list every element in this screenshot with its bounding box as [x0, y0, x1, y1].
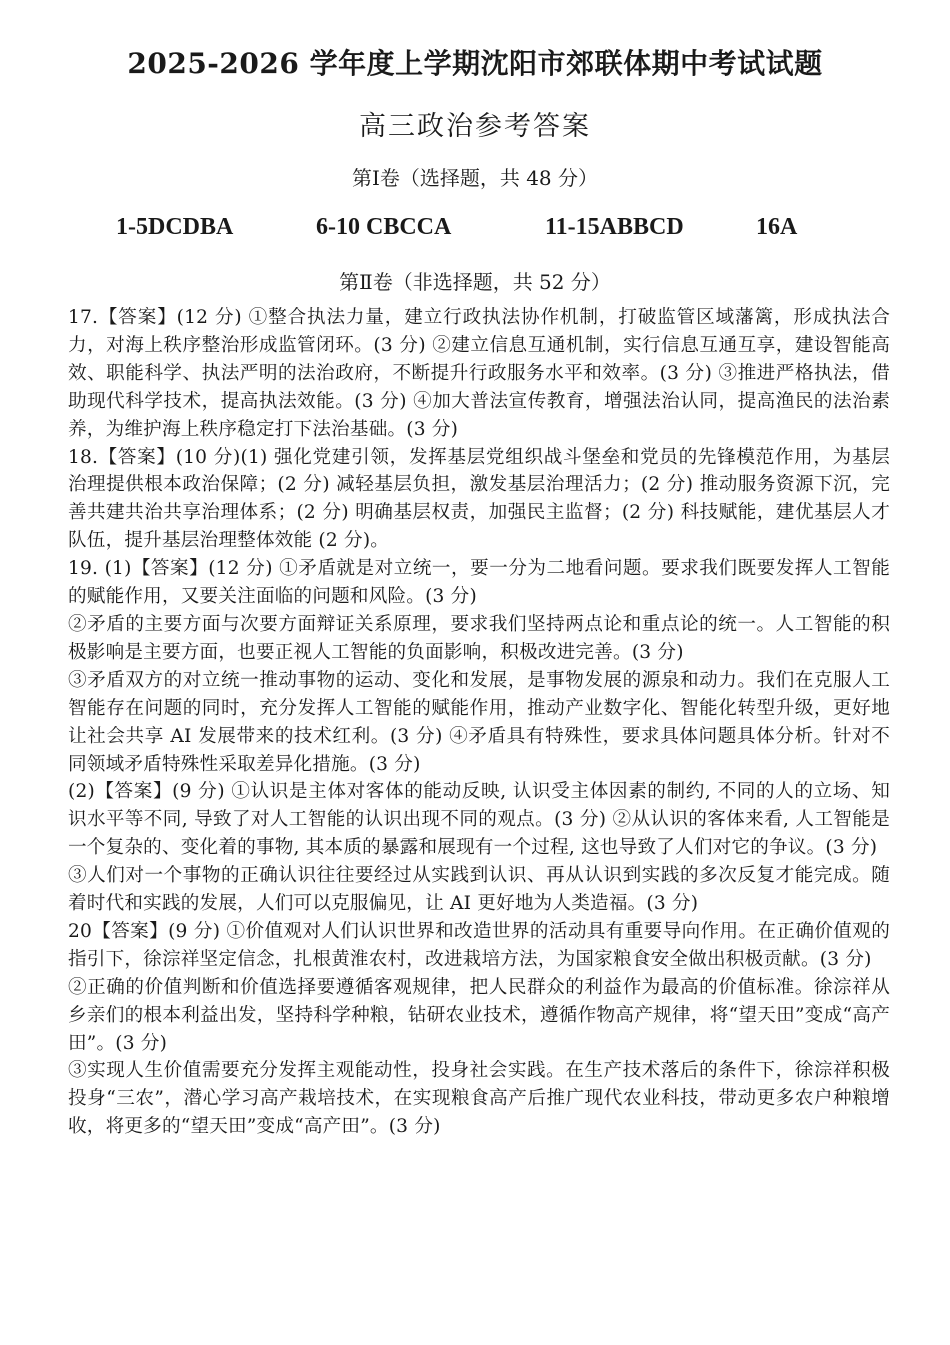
page-subtitle: 高三政治参考答案	[359, 111, 591, 142]
answer-q17: 17.【答案】(12 分) ①整合执法力量，建立行政执法协作机制，打破监管区域藩篱，形成执法合力，对海上秩序整治形成监管闭环。(3 分) ②建立信息互通机制，实行信息互通互享，建设智能高效、职能科学、执法严明的法治政府，不断提升行政服务水平和效率。(3 分) ③推进严格执法，借助现代科学技术，提高执法效能。(3 分) ④加大普法宣传教育，增强法治认同，提高渔民的法治素养，为维护海上秩序稳定打下法治基础。(3 分)	[68, 307, 890, 440]
answer-q19-part2-b: ③人们对一个事物的正确认识往往要经过从实践到认识、再从认识到实践的多次反复才能完成。随着时代和实践的发展，人们可以克服偏见，让 AI 更好地为人类造福。(3 分)	[68, 865, 890, 915]
part1-heading: 第Ⅰ卷（选择题，共 48 分）	[351, 166, 599, 190]
choice-answers-6-10: 6-10 CBCCA	[316, 214, 452, 240]
answer-q18: 18.【答案】(10 分)(1) 强化党建引领，发挥基层党组织战斗堡垒和党员的先锋模范作用，为基层治理提供根本政治保障；(2 分) 减轻基层负担，激发基层治理活力；(2 分) 推动服务资源下沉，完善共建共治共享治理体系；(2 分) 明确基层权责，加强民主监督；(2 分) 科技赋能，建优基层人才队伍，提升基层治理整体效能 (2 分)。	[68, 446, 890, 552]
answer-q20-a: 20【答案】(9 分) ①价值观对人们认识世界和改造世界的活动具有重要导向作用。在正确价值观的指引下，徐淙祥坚定信念，扎根黄淮农村，改进栽培方法，为国家粮食安全做出积极贡献。(3 分)	[68, 920, 890, 970]
answer-q19-part2-a: (2)【答案】(9 分) ①认识是主体对客体的能动反映, 认识受主体因素的制约, 不同的人的立场、知识水平等不同, 导致了对人工智能的认识出现不同的观点。(3 分) ②从认识的客体来看, 人工智能是一个复杂的、变化着的事物, 其本质的暴露和展现有一个过程, 这也导致了人们对它的争议。(3 分)	[68, 781, 890, 859]
answer-q20-c: ③实现人生价值需要充分发挥主观能动性，投身社会实践。在生产技术落后的条件下，徐淙祥积极投身“三农”，潜心学习高产栽培技术，在实现粮食高产后推广现代农业科技，带动更多农户种粮增收，将更多的“望天田”变成“高产田”。(3 分)	[68, 1060, 890, 1138]
choice-answers-1-5: 1-5DCDBA	[116, 214, 234, 240]
answer-q19-part1-c: ③矛盾双方的对立统一推动事物的运动、变化和发展，是事物发展的源泉和动力。我们在克服人工智能存在问题的同时，充分发挥人工智能的赋能作用，推动产业数字化、智能化转型升级，更好地让社会共享 AI 发展带来的技术红利。(3 分) ④矛盾具有特殊性，要求具体问题具体分析。针对不同领域矛盾特殊性采取差异化措施。(3 分)	[68, 669, 890, 775]
page-title: 2025-2026 学年度上学期沈阳市郊联体期中考试试题	[127, 47, 823, 80]
answer-q19-part1-a: 19. (1)【答案】(12 分) ①矛盾就是对立统一，要一分为二地看问题。要求我们既要发挥人工智能的赋能作用，又要关注面临的问题和风险。(3 分)	[68, 558, 890, 608]
choice-answers-11-15: 11-15ABBCD	[545, 214, 684, 240]
answer-body	[68, 304, 890, 1141]
part2-heading: 第Ⅱ卷（非选择题，共 52 分）	[339, 270, 611, 294]
choice-answer-row	[0, 214, 950, 248]
answer-q20-b: ②正确的价值判断和价值选择要遵循客观规律，把人民群众的利益作为最高的价值标准。徐淙祥从乡亲们的根本利益出发，坚持科学种粮，钻研农业技术，遵循作物高产规律，将“望天田”变成“高产田”。(3 分)	[68, 976, 890, 1054]
answer-q19-part1-b: ②矛盾的主要方面与次要方面辩证关系原理，要求我们坚持两点论和重点论的统一。人工智能的积极影响是主要方面，也要正视人工智能的负面影响，积极改进完善。(3 分)	[68, 613, 890, 663]
choice-answer-16: 16A	[756, 214, 798, 240]
